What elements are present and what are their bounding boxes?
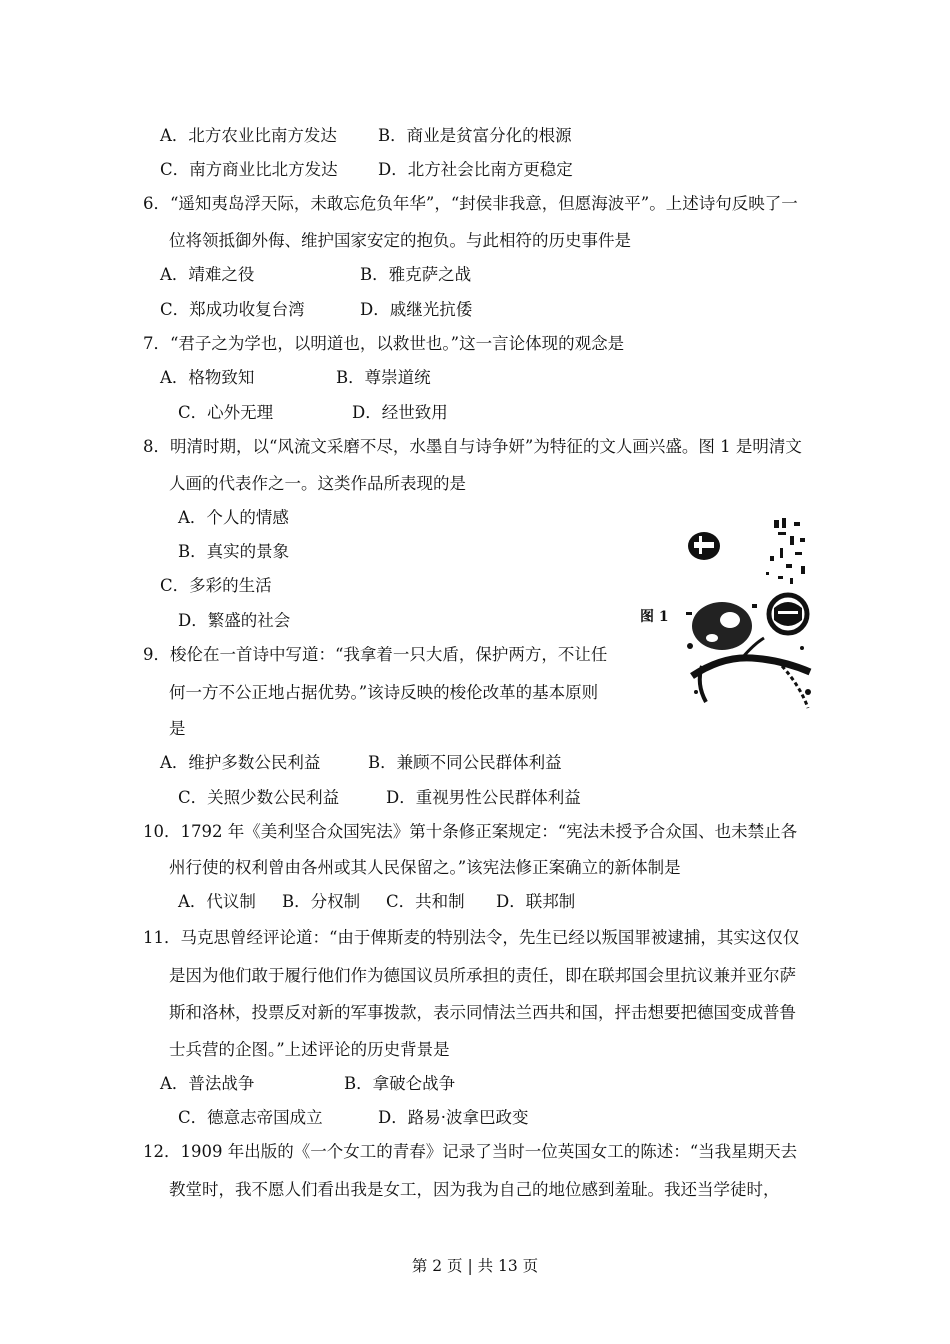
q6-option-b: B．雅克萨之战 [360, 265, 472, 284]
q7-stem-line-1: 7．“君子之为学也，以明道也，以救世也。”这一言论体现的观念是 [143, 334, 625, 353]
q5-option-a: A．北方农业比南方发达 [160, 126, 337, 145]
q10-stem-line-2: 州行使的权利曾由各州或其人民保留之。”该宪法修正案确立的新体制是 [169, 858, 681, 877]
q8-option-c: C．多彩的生活 [160, 576, 272, 595]
figure-1-label: 图 1 [640, 609, 669, 625]
q9-option-b: B．兼顾不同公民群体利益 [368, 753, 562, 772]
q9-option-d: D．重视男性公民群体利益 [386, 788, 581, 807]
q11-stem-line-1: 11．马克思曾经评论道：“由于俾斯麦的特别法令，先生已经以叛国罪被逮捕，其实这仅仅 [143, 928, 800, 947]
q11-option-b: B．拿破仑战争 [344, 1074, 456, 1093]
q7-option-d: D．经世致用 [352, 403, 448, 422]
q10-option-a: A．代议制 [178, 892, 256, 911]
page-footer: 第 2 页 | 共 13 页 [411, 1257, 539, 1275]
q11-option-c: C．德意志帝国成立 [178, 1108, 323, 1127]
q8-stem-line-2: 人画的代表作之一。这类作品所表现的是 [169, 474, 466, 493]
q9-stem-line-1: 9．梭伦在一首诗中写道：“我拿着一只大盾，保护两方，不让任 [143, 645, 608, 664]
q6-stem-line-2: 位将领抵御外侮、维护国家安定的抱负。与此相符的历史事件是 [169, 231, 631, 250]
figure-1-ink-painting [682, 516, 814, 712]
q7-option-c: C．心外无理 [178, 403, 274, 422]
q10-option-b: B．分权制 [282, 892, 361, 911]
q12-stem-line-2: 教堂时，我不愿人们看出我是女工，因为我为自己的地位感到羞耻。我还当学徒时， [169, 1180, 780, 1199]
q10-option-d: D．联邦制 [496, 892, 576, 911]
q11-stem-line-3: 斯和洛林，投票反对新的军事拨款，表示同情法兰西共和国，抨击想要把德国变成普鲁 [169, 1003, 796, 1022]
q8-stem-line-1: 8．明清时期，以“风流文采磨不尽，水墨自与诗争妍”为特征的文人画兴盛。图 1 是明清文 [143, 437, 802, 456]
q6-stem-line-1: 6．“遥知夷岛浮天际，未敢忘危负年华”，“封侯非我意，但愿海波平”。上述诗句反映了一 [143, 194, 798, 213]
q10-stem-line-1: 10．1792 年《美利坚合众国宪法》第十条修正案规定：“宪法未授予合众国、也未禁止各 [143, 822, 798, 841]
q9-stem-line-3: 是 [169, 719, 186, 738]
q11-stem-line-4: 士兵营的企图。”上述评论的历史背景是 [169, 1040, 450, 1059]
q8-option-b: B．真实的景象 [178, 542, 290, 561]
q8-option-a: A．个人的情感 [178, 508, 289, 527]
q8-option-d: D．繁盛的社会 [178, 611, 291, 630]
q12-stem-line-1: 12．1909 年出版的《一个女工的青春》记录了当时一位英国女工的陈述：“当我星期天去 [143, 1142, 798, 1161]
q9-option-a: A．维护多数公民利益 [160, 753, 321, 772]
q7-option-a: A．格物致知 [160, 368, 255, 387]
q6-option-c: C．郑成功收复台湾 [160, 300, 305, 319]
q6-option-d: D．戚继光抗倭 [360, 300, 473, 319]
q9-stem-line-2: 何一方不公正地占据优势。”该诗反映的梭伦改革的基本原则 [169, 683, 599, 702]
q11-stem-line-2: 是因为他们敢于履行他们作为德国议员所承担的责任，即在联邦国会里抗议兼并亚尔萨 [169, 966, 796, 985]
q6-option-a: A．靖难之役 [160, 265, 255, 284]
q5-option-c: C．南方商业比北方发达 [160, 160, 338, 179]
q11-option-a: A．普法战争 [160, 1074, 255, 1093]
q9-option-c: C．关照少数公民利益 [178, 788, 340, 807]
q10-option-c: C．共和制 [386, 892, 465, 911]
q7-option-b: B．尊崇道统 [336, 368, 431, 387]
q5-option-b: B．商业是贫富分化的根源 [378, 126, 572, 145]
q11-option-d: D．路易·波拿巴政变 [378, 1108, 529, 1127]
q5-option-d: D．北方社会比南方更稳定 [378, 160, 573, 179]
